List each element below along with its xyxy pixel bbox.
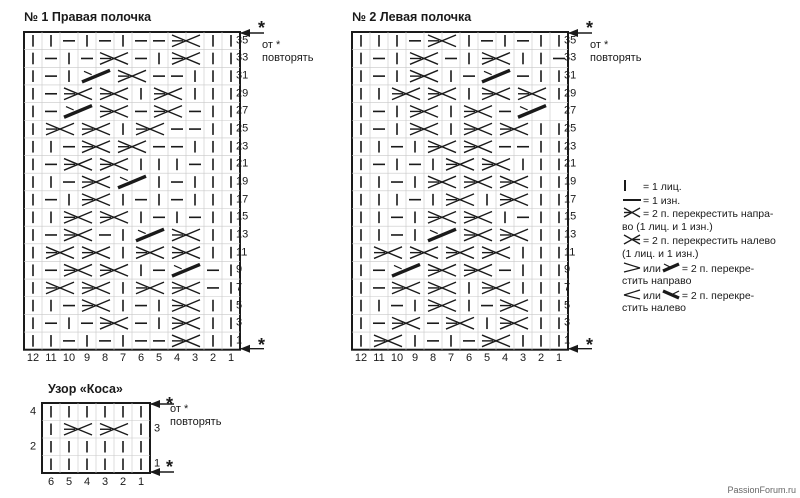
chart2-col-label: 1: [555, 352, 563, 364]
chart2-col-label: 8: [429, 352, 437, 364]
chart1-star-bottom: *: [258, 335, 266, 355]
cross-right-icon: [622, 207, 642, 218]
knit-icon: [622, 180, 642, 191]
chart2-col-label: 5: [483, 352, 491, 364]
chart1-repeat-from: от *: [262, 39, 281, 51]
chart3-repeat-from: от *: [170, 403, 189, 415]
legend-text: стить налево: [622, 302, 687, 315]
legend-text: во (1 лиц. и 1 изн.): [622, 220, 713, 233]
chart1-row-label: 15: [236, 210, 249, 223]
chart2-repeat-word: повторять: [590, 52, 642, 64]
chart1-row-label: 21: [236, 157, 249, 170]
legend-row: [622, 207, 800, 221]
chart2-star-bottom: *: [586, 335, 594, 355]
legend-symbol: [622, 207, 642, 218]
legend-symbol-2: [661, 289, 681, 300]
chart1-col-label: 11: [45, 352, 57, 364]
chart2-title: № 2 Левая полочка: [352, 10, 472, 24]
chart2-row-label: 5: [564, 299, 571, 312]
chart2-row-label: 33: [564, 51, 577, 64]
chart3-col-label: 1: [137, 476, 145, 488]
chart2-row-label: 17: [564, 193, 577, 206]
chart2-row-label: 35: [564, 34, 577, 47]
legend-row: [622, 221, 800, 235]
watermark: PassionForum.ru: [727, 485, 796, 495]
chart1-col-label: 2: [209, 352, 217, 364]
legend-text: стить направо: [622, 275, 692, 288]
chart1-row-label: 27: [236, 104, 249, 117]
chart2-row-label: 25: [564, 122, 577, 135]
legend-text: = 2 п. перекре-: [681, 289, 755, 302]
purl-icon: [622, 194, 642, 205]
legend-row: [622, 289, 800, 303]
chart2-col-label: 2: [537, 352, 545, 364]
chart1-col-label: 6: [137, 352, 145, 364]
chart1-col-label: 12: [26, 352, 40, 364]
chart2-row-label: 7: [564, 281, 571, 294]
chart1-row-label: 5: [236, 299, 243, 312]
chart1-repeat-word: повторять: [262, 52, 314, 64]
chart3-grid: [42, 403, 150, 473]
chart2-col-label: 3: [519, 352, 527, 364]
chart2-repeat-from: от *: [590, 39, 609, 51]
thin-right-icon: [622, 262, 642, 273]
chart1-row-label: 3: [236, 316, 243, 329]
legend-row: [622, 302, 800, 316]
legend-text: = 1 лиц.: [643, 181, 682, 193]
chart3-title: Узор «Коса»: [48, 382, 123, 396]
legend-symbol: [622, 180, 642, 191]
chart2-row-label: 29: [564, 87, 577, 100]
chart2-star-top: *: [586, 18, 594, 38]
chart3-col-label: 5: [65, 476, 73, 488]
chart2-col-label: 7: [447, 352, 455, 364]
legend-symbol: [622, 262, 642, 273]
chart2-col-label: 9: [411, 352, 419, 364]
chart3-row-label-left: 2: [30, 440, 37, 453]
chart1-row-label: 25: [236, 122, 249, 135]
chart3-col-label: 2: [119, 476, 127, 488]
chart1-col-label: 8: [101, 352, 109, 364]
chart2-row-label: 15: [564, 210, 577, 223]
chart2-row-label: 19: [564, 175, 577, 188]
thin-left-icon: [622, 289, 642, 300]
legend-text: (1 лиц. и 1 изн.): [622, 247, 699, 260]
cross-left-icon: [622, 234, 642, 245]
legend-text: = 2 п. перекре-: [681, 262, 755, 275]
legend-symbol-2: [661, 262, 681, 273]
chart1-col-label: 1: [227, 352, 235, 364]
chart1-row-label: 1: [236, 334, 243, 347]
chart1-row-label: 17: [236, 193, 249, 206]
chart1-row-label: 11: [236, 246, 248, 259]
chart1-col-label: 5: [155, 352, 163, 364]
chart3-star-bottom: *: [166, 457, 174, 477]
chart1-row-label: 7: [236, 281, 243, 294]
legend-or: или: [643, 262, 661, 275]
chart1-title: № 1 Правая полочка: [24, 10, 152, 24]
chart2-row-label: 31: [564, 69, 577, 82]
legend-text: = 2 п. перекрестить налево: [643, 235, 776, 248]
chart2-row-label: 3: [564, 316, 571, 329]
chart2-row-label: 13: [564, 228, 577, 241]
legend-symbol: [622, 194, 642, 205]
legend-or: или: [643, 289, 661, 302]
chart1-col-label: 7: [119, 352, 127, 364]
chart2-col-label: 11: [373, 352, 385, 364]
legend-row: [622, 234, 800, 248]
chart3-row-label-right: 1: [154, 457, 161, 470]
legend-text: = 1 изн.: [643, 194, 681, 207]
bold-right-icon: [661, 262, 681, 273]
legend-symbol: [622, 234, 642, 245]
chart1-col-label: 3: [191, 352, 199, 364]
chart2-col-label: 6: [465, 352, 473, 364]
chart3-col-label: 3: [101, 476, 109, 488]
chart3-repeat-word: повторять: [170, 416, 222, 428]
chart3-col-label: 4: [83, 476, 91, 488]
chart3-row-label-right: 3: [154, 422, 161, 435]
chart2-row-label: 23: [564, 140, 577, 153]
chart1-row-label: 31: [236, 69, 249, 82]
chart2-col-label: 4: [501, 352, 509, 364]
chart1-row-label: 23: [236, 140, 249, 153]
chart3-star-top: *: [166, 394, 174, 414]
chart1-row-label: 29: [236, 87, 249, 100]
chart1-col-label: 10: [62, 352, 76, 364]
chart1-row-label: 33: [236, 51, 249, 64]
chart3-row-label-left: 4: [30, 405, 37, 418]
legend-row: [622, 180, 800, 194]
chart3-arrow-head-0: [150, 400, 160, 408]
chart1-row-label: 19: [236, 175, 249, 188]
legend-row: [622, 262, 800, 276]
legend-text: = 2 п. перекрестить напра-: [643, 208, 774, 221]
chart2-row-label: 1: [564, 334, 571, 347]
chart1-row-label: 9: [236, 263, 243, 276]
bold-left-icon: [661, 289, 681, 300]
chart1-row-label: 35: [236, 34, 249, 47]
legend: [622, 180, 800, 316]
chart2-row-label: 11: [564, 246, 576, 259]
chart1-row-label: 13: [236, 228, 249, 241]
legend-row: [622, 194, 800, 208]
chart2-row-label: 21: [564, 157, 577, 170]
chart2-row-label: 27: [564, 104, 577, 117]
chart2-col-label: 10: [390, 352, 404, 364]
chart1-col-label: 4: [173, 352, 181, 364]
chart2-col-label: 12: [354, 352, 368, 364]
legend-symbol: [622, 289, 642, 300]
legend-row: [622, 275, 800, 289]
chart3-col-label: 6: [47, 476, 55, 488]
chart1-col-label: 9: [83, 352, 91, 364]
legend-row: [622, 248, 800, 262]
chart2-row-label: 9: [564, 263, 571, 276]
chart1-star-top: *: [258, 18, 266, 38]
